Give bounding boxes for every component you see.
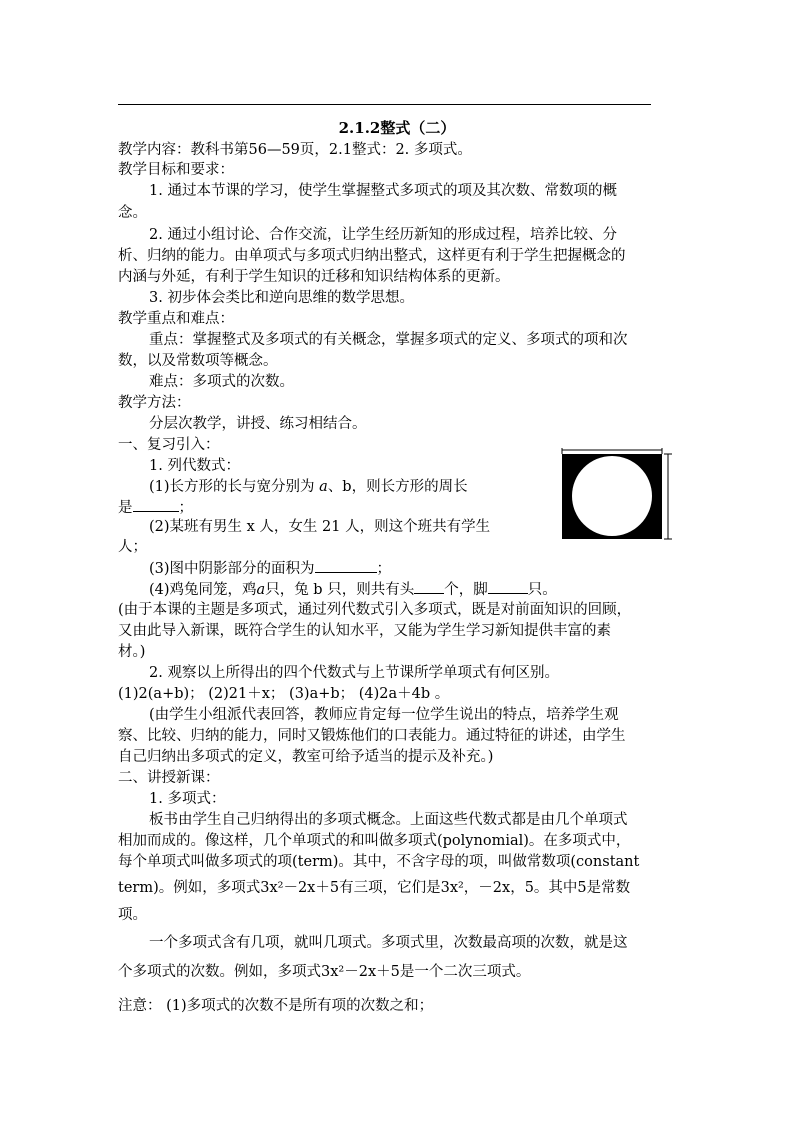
review-heading: 一、复习引入： [118,437,220,453]
q4-text-a: (4)鸡兔同笼，鸡 [149,582,257,598]
q1-var-a: a [319,479,328,495]
difficulty-line: 难点：多项式的次数。 [149,374,294,390]
definition-line-e: 项。 [118,907,147,923]
q1-text-end: ； [178,500,193,516]
note-2-line-b: 察、比较、归纳的能力，同时又锻炼他们的口表能力。通过特征的讲述，由学生 [118,728,626,744]
q4-heads-blank [414,579,444,594]
definition-line-d: term)。例如，多项式3x²－2x＋5有三项，它们是3x²，－2x，5。其中5是常数 [118,880,631,896]
definition-line-a: 板书由学生自己归纳得出的多项式概念。上面这些代数式都是由几个单项式 [149,812,628,828]
question-4-line [149,579,557,600]
inscribed-circle [572,456,652,536]
observe-line: 2. 观察以上所得出的四个代数式与上节课所学单项式有何区别。 [149,665,559,681]
key-point-line-b: 数，以及常数项等概念。 [118,353,278,369]
caution-line: 注意： (1)多项式的次数不是所有项的次数之和； [118,998,434,1014]
q1-answer-blank [133,497,179,512]
polynomial-heading: 1. 多项式： [149,791,226,807]
note-1-line-c: 材。) [118,644,146,660]
note-2-line-a: (由学生小组派代表回答，教师应肯定每一位学生说出的特点，培养学生观 [149,707,619,723]
shaded-square-figure [556,448,686,540]
q1-text-b: 是 [118,500,133,516]
definition-line-b: 相加而成的。像这样，几个单项式的和叫做多项式(polynomial)。在多项式中， [118,833,631,849]
q4-text-c: 个，脚 [444,582,488,598]
goals-heading: 教学目标和要求： [118,162,234,178]
page-title: 2.1.2整式（二） [338,119,456,137]
degree-line-a: 一个多项式含有几项，就叫几项式。多项式里，次数最高项的次数，就是这 [149,935,628,951]
method-line: 分层次教学，讲授、练习相结合。 [149,416,367,432]
degree-line-b: 个多项式的次数。例如，多项式3x²－2x＋5是一个二次三项式。 [118,964,531,980]
goal-1-line-a: 1. 通过本节课的学习，使学生掌握整式多项式的项及其次数、常数项的概 [149,183,617,199]
q3-answer-blank [315,558,377,573]
question-1-line-b [118,497,193,518]
q3-text-end: ； [376,561,392,577]
q1-text-a: (1)长方形的长与宽分别为 [149,479,315,495]
header-rule [118,104,651,105]
q4-text-d: 只。 [527,582,557,598]
question-2-line-b: 人； [118,539,147,555]
goal-3-line: 3. 初步体会类比和逆向思维的数学思想。 [149,290,414,306]
q3-text: (3)图中阴影部分的面积为 [149,561,315,577]
q4-text-b: 只，兔 b 只，则共有头 [265,582,415,598]
goal-2-line-c: 内涵与外延，有利于学生知识的迁移和知识结构体系的更新。 [118,269,510,285]
expressions-line: (1)2(a+b)； (2)21＋x； (3)a+b； (4)2a＋4b 。 [118,686,450,702]
q4-feet-blank [488,579,528,594]
goal-1-line-b: 念。 [118,205,147,221]
key-point-line-a: 重点：掌握整式及多项式的有关概念，掌握多项式的定义、多项式的项和次 [149,332,628,348]
question-3-line [149,558,391,579]
key-heading: 教学重点和难点： [118,311,234,327]
definition-line-c: 每个单项式叫做多项式的项(term)。其中，不含字母的项，叫做常数项(constant [118,854,640,870]
content-line: 教学内容：教科书第56—59页，2.1整式：2. 多项式。 [118,142,472,158]
method-heading: 教学方法： [118,395,191,411]
goal-2-line-b: 析、归纳的能力。由单项式与多项式归纳出整式，这样更有利于学生把握概念的 [118,248,626,264]
question-2-line-a: (2)某班有男生 x 人，女生 21 人，则这个班共有学生 [149,519,491,535]
note-1-line-a: (由于本课的主题是多项式，通过列代数式引入多项式，既是对前面知识的回顾， [118,602,632,618]
goal-2-line-a: 2. 通过小组讨论、合作交流，让学生经历新知的形成过程，培养比较、分 [149,227,617,243]
new-lesson-heading: 二、讲授新课： [118,770,220,786]
note-2-line-c: 自己归纳出多项式的定义，教室可给予适当的提示及补充。) [118,749,494,765]
q4-var-a: a [256,582,266,598]
question-1-line-a [149,477,468,497]
note-1-line-b: 又由此导入新课，既符合学生的认知水平，又能为学生学习新知提供丰富的素 [118,623,611,639]
list-exprs-heading: 1. 列代数式： [149,458,240,474]
q1-text-sep: 、b，则长方形的周长 [327,479,468,495]
